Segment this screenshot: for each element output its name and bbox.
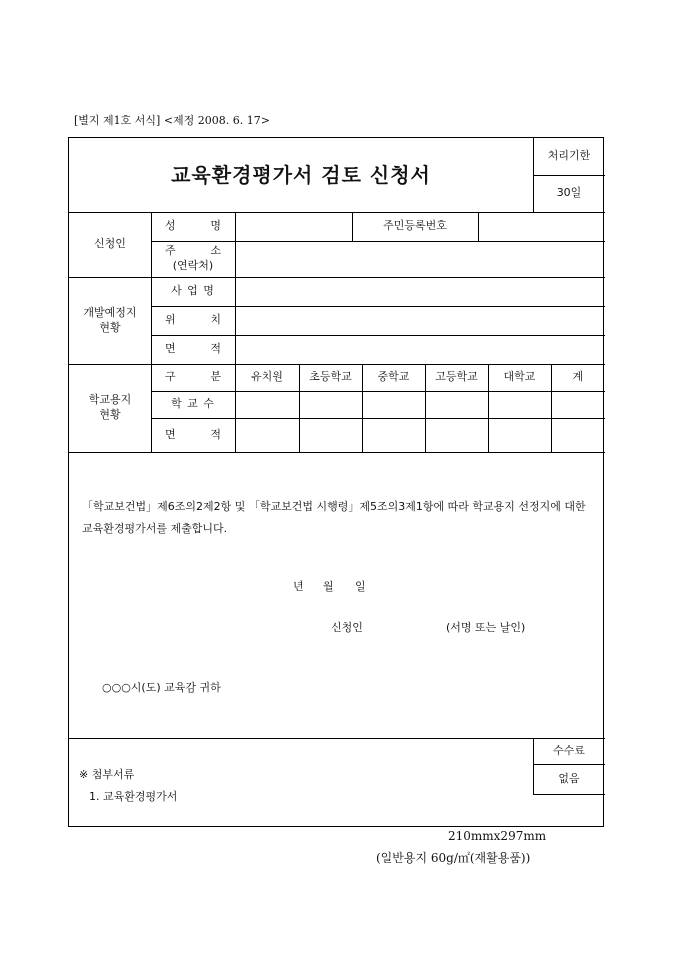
school-area-field[interactable] — [488, 418, 551, 452]
attachments-header: ※ 첨부서류 — [79, 768, 135, 781]
development-section-line: 개발예정지 — [83, 305, 137, 319]
column-header: 초등학교 — [309, 370, 352, 384]
date-day: 일 — [355, 580, 366, 593]
date-month: 월 — [323, 580, 334, 593]
school-count-field[interactable] — [425, 391, 488, 418]
location-label-part: 위 — [165, 313, 176, 327]
category-label-part: 분 — [210, 370, 221, 384]
school-area-label-part: 면 — [165, 427, 176, 441]
date-year: 년 — [293, 580, 304, 593]
school-area-field[interactable] — [235, 418, 299, 452]
signature-note: (서명 또는 날인) — [446, 621, 526, 634]
address-label-part: 소 — [210, 244, 221, 258]
address-label-part: 주 — [165, 244, 176, 258]
school-count-field[interactable] — [235, 391, 299, 418]
statement-text: 「학교보건법」제6조의2제2항 및 「학교보건법 시행령」제5조의3제1항에 따라 학교용지 선정지에 대한 교육환경평가서를 제출합니다. — [82, 500, 586, 535]
application-form — [68, 137, 604, 827]
dev-area-label-part: 적 — [210, 342, 221, 356]
signature-label: 신청인 — [331, 621, 363, 634]
school-area-label — [151, 418, 235, 452]
school-site-section-line: 현황 — [99, 408, 121, 421]
school-area-field[interactable] — [551, 418, 605, 452]
column-header: 고등학교 — [435, 370, 478, 384]
processing-period-label: 처리기한 — [547, 149, 591, 163]
contact-label: (연락처) — [172, 259, 214, 272]
paper-spec: (일반용지 60g/㎡(재활용품)) — [376, 851, 531, 865]
school-area-field[interactable] — [299, 418, 362, 452]
category-label — [151, 364, 235, 391]
development-section-line: 현황 — [99, 320, 121, 334]
address-label — [151, 241, 235, 277]
name-label — [151, 212, 235, 241]
school-area-field[interactable] — [425, 418, 488, 452]
divider — [533, 794, 605, 795]
location-field[interactable] — [235, 306, 605, 335]
column-header: 중학교 — [377, 370, 410, 384]
category-label-part: 구 — [165, 370, 176, 384]
page-title: 교육환경평가서 검토 신청서 — [171, 162, 431, 187]
name-label-part: 명 — [210, 219, 221, 233]
column-header: 대학교 — [503, 370, 536, 384]
resident-id-field[interactable] — [478, 212, 605, 241]
attachment-item: 1. 교육환경평가서 — [89, 790, 178, 803]
divider — [69, 738, 605, 739]
divider — [69, 452, 605, 453]
school-count-field[interactable] — [488, 391, 551, 418]
school-area-field[interactable] — [362, 418, 425, 452]
school-site-section-line: 학교용지 — [88, 393, 132, 407]
paper-size: 210mmx297mm — [448, 829, 547, 843]
location-label — [151, 306, 235, 335]
address-field[interactable] — [235, 241, 605, 277]
school-count-label: 학 교 수 — [171, 397, 215, 411]
location-label-part: 치 — [210, 313, 221, 327]
school-count-field[interactable] — [551, 391, 605, 418]
column-header: 계 — [572, 370, 584, 384]
school-count-field[interactable] — [299, 391, 362, 418]
project-name-label: 사 업 명 — [171, 284, 215, 298]
name-field[interactable] — [235, 212, 352, 241]
dev-area-label — [151, 335, 235, 364]
processing-period-value: 30일 — [556, 186, 582, 200]
dev-area-label-part: 면 — [165, 342, 176, 356]
applicant-section-label: 신청인 — [94, 237, 126, 251]
resident-id-label: 주민등록번호 — [383, 219, 447, 233]
development-section-label — [69, 277, 151, 364]
column-header: 유치원 — [251, 370, 283, 384]
dev-area-field[interactable] — [235, 335, 605, 364]
school-area-label-part: 적 — [210, 427, 221, 441]
address-label-row — [165, 244, 221, 259]
title-cell — [69, 138, 533, 212]
form-reference: [별지 제1호 서식] <제정 2008. 6. 17> — [74, 114, 270, 127]
fee-value: 없음 — [558, 771, 580, 785]
name-label-part: 성 — [165, 219, 176, 233]
project-name-field[interactable] — [235, 277, 605, 306]
fee-label: 수수료 — [553, 743, 585, 757]
addressee: ○○○시(도) 교육감 귀하 — [102, 681, 221, 694]
school-count-field[interactable] — [362, 391, 425, 418]
school-site-section-label — [69, 364, 151, 452]
